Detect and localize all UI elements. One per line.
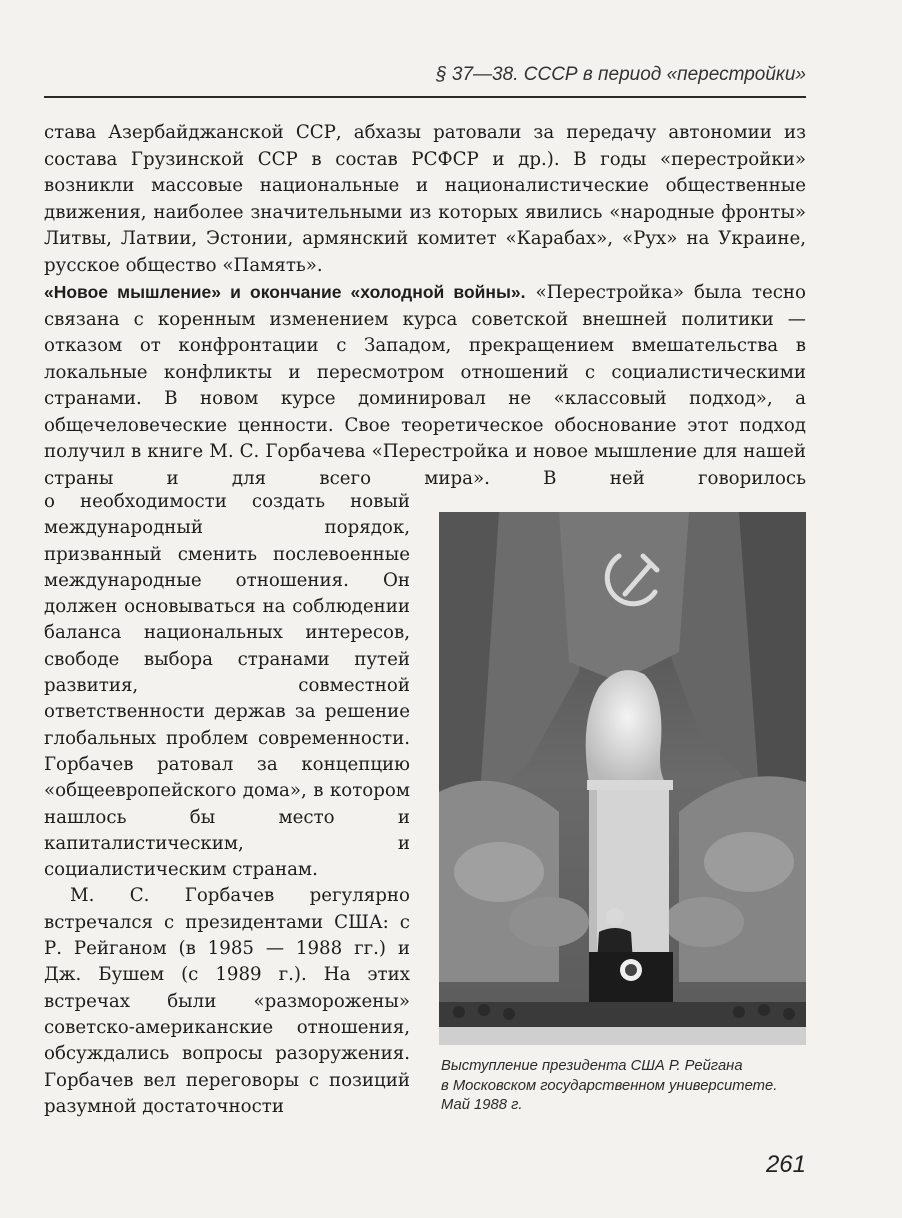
page-number: 261 (765, 1151, 806, 1178)
intro-paragraph: става Азербайджанской ССР, абхазы ратовали за передачу автономии из состава Грузинской ССР в состав РСФСР и др.). В годы «перестройки» возникли массовые национальные и националистические общественные движения, наиболее значительными из которых явились «народные фронты» Литвы, Латвии, Эстонии, армянский комитет «Карабах», «Рух» на Украине, русское общество «Память». (44, 122, 806, 276)
main-text-block (44, 120, 806, 492)
section-paragraph-text: «Перестройка» была тесно связана с коренным изменением курса советской внешней политики — отказом от конфронтации с Западом, прекращением вмешательства в локальные конфликты и пересмотром отношений с социалистическими странами. В новом курсе доминировал не «классовый подход», а общечеловеческие ценности. Свое теоретическое обоснование этот подход получил в книге М. С. Горбачева «Перестройка и новое мышление для нашей страны и для всего мира». В ней говорилось (44, 282, 806, 489)
header-title: § 37—38. СССР в период «перестройки» (436, 64, 806, 85)
column-paragraph: о необходимости создать новый международный порядок, призванный сменить послевоенные международные отношения. Он должен основываться на соблюдении баланса национальных интересов, свободе выбора странами путей развития, совместной ответственности держав за решение глобальных проблем современности. Горбачев ратовал за концепцию «общеевропейского дома», в котором нашлось бы место и капиталистическим, и социалистическим странам. (44, 491, 410, 881)
photo-caption (441, 1057, 811, 1116)
column-text-block (44, 489, 410, 1120)
section-paragraph (44, 279, 806, 492)
caption-line-1: Выступление президента США Р. Рейгана (441, 1058, 743, 1074)
running-header (44, 64, 806, 98)
reagan-speech-photo (439, 512, 806, 1045)
caption-line-2: в Московском государственном университете. (441, 1077, 778, 1094)
section-heading: «Новое мышление» и окончание «холодной войны». (44, 282, 526, 302)
photo-illustration (439, 512, 806, 1045)
meetings-paragraph: М. С. Горбачев регулярно встречался с президентами США: с Р. Рейганом (в 1985 — 1988 гг.) и Дж. Бушем (с 1989 г.). На этих встречах были «разморожены» советско-американские отношения, обсуждались вопросы разоружения. Горбачев вел переговоры с позиций разумной достаточности (44, 885, 410, 1117)
caption-line-3: Май 1988 г. (441, 1097, 523, 1113)
